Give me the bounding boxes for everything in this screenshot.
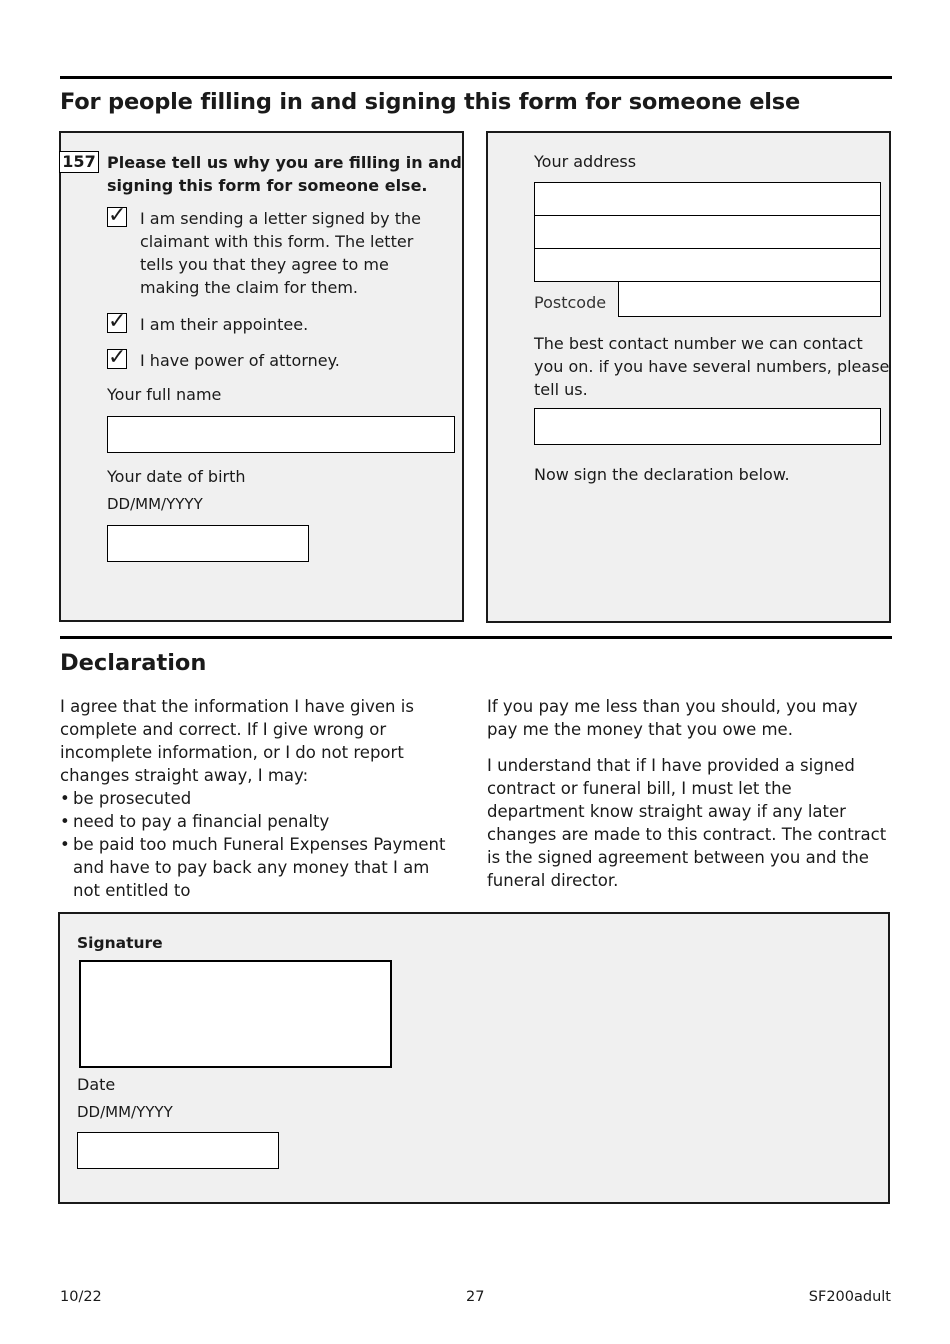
declaration-intro: I agree that the information I have given is complete and correct. If I give wrong or incomplete information, or I do not report changes straight away, I may:	[60, 697, 414, 785]
full-name-input[interactable]	[107, 416, 455, 453]
signature-panel	[58, 912, 890, 1204]
declaration-bullet: • be prosecuted	[60, 789, 192, 808]
checkbox-appointee[interactable]: ✓	[108, 309, 127, 334]
address-panel	[486, 131, 891, 623]
signature-input[interactable]	[79, 960, 392, 1068]
bullet-mark: •	[60, 835, 70, 854]
full-name-label: Your full name	[107, 385, 222, 404]
bullet-mark: •	[60, 789, 70, 808]
postcode-input[interactable]	[618, 281, 881, 317]
date-input[interactable]	[77, 1132, 279, 1169]
option-letter-label: I am sending a letter signed by the claimant with this form. The letter tells you that they agree to me making the claim for them.	[140, 209, 421, 297]
option-appointee-label: I am their appointee.	[140, 315, 309, 334]
option-attorney-label: I have power of attorney.	[140, 351, 340, 370]
declaration-bullet: • be paid too much Funeral Expenses Payment and have to pay back any money that I am not entitled to	[60, 835, 446, 900]
question-text: Please tell us why you are filling in and signing this form for someone else.	[107, 153, 462, 195]
page-number: 27	[466, 1289, 485, 1305]
contact-number-text: The best contact number we can contact you on. if you have several numbers, please tell us.	[534, 334, 890, 399]
date-hint: DD/MM/YYYY	[77, 1103, 173, 1121]
dob-input[interactable]	[107, 525, 309, 562]
address-line-3[interactable]	[534, 248, 881, 282]
declaration-right-p1: If you pay me less than you should, you may pay me the money that you owe me.	[487, 697, 858, 739]
sign-note: Now sign the declaration below.	[534, 465, 790, 484]
postcode-label: Postcode	[534, 293, 607, 312]
date-label: Date	[77, 1075, 116, 1094]
question-panel	[59, 131, 464, 622]
option-letter	[107, 203, 457, 299]
option-attorney	[107, 345, 457, 373]
section-title: For people filling in and signing this form for someone else	[60, 89, 801, 115]
address-line-1[interactable]	[534, 182, 881, 216]
declaration-rule	[60, 636, 892, 639]
address-label: Your address	[534, 152, 637, 171]
checkbox-letter[interactable]: ✓	[108, 203, 127, 228]
option-appointee	[107, 309, 457, 337]
form-code: SF200adult	[808, 1289, 891, 1305]
declaration-bullets	[60, 787, 460, 902]
declaration-right-p2: I understand that if I have provided a signed contract or funeral bill, I must let the department know straight away if any later changes are made to this contract. The contract is the signed agreement between you and the funeral director.	[487, 756, 887, 890]
declaration-bullet: • need to pay a financial penalty	[60, 812, 330, 831]
contact-number-input[interactable]	[534, 408, 881, 445]
top-rule	[60, 76, 892, 79]
declaration-title: Declaration	[60, 650, 207, 676]
bullet-mark: •	[60, 812, 70, 831]
question-number: 157	[59, 151, 99, 173]
dob-label: Your date of birth	[107, 467, 246, 486]
checkbox-attorney[interactable]: ✓	[108, 345, 127, 370]
dob-hint: DD/MM/YYYY	[107, 495, 203, 513]
footer-date: 10/22	[60, 1289, 102, 1305]
address-line-2[interactable]	[534, 215, 881, 249]
signature-label: Signature	[77, 934, 163, 952]
